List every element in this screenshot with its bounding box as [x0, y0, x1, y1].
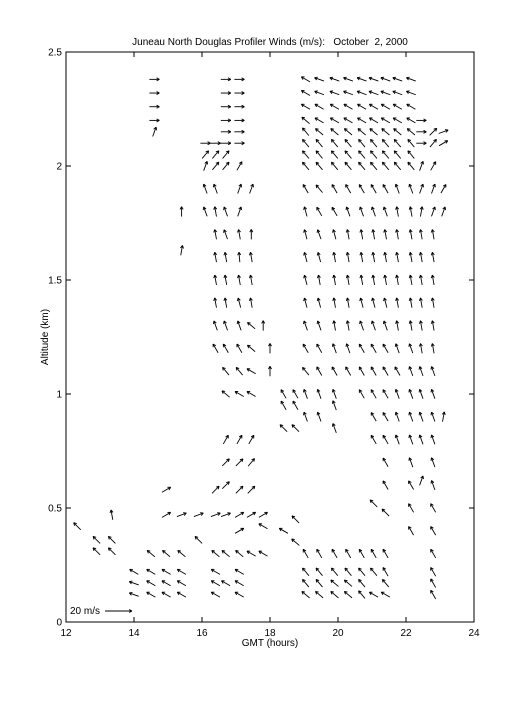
legend-label: 20 m/s — [70, 606, 101, 617]
x-tick-label: 12 — [60, 628, 72, 639]
x-tick-label: 16 — [196, 628, 208, 639]
y-tick-label: 1 — [56, 389, 62, 401]
y-axis-label: Altitude (km) — [40, 308, 51, 366]
x-tick-label: 22 — [400, 628, 412, 639]
y-tick-label: 1.5 — [48, 275, 62, 287]
y-tick-label: 0.5 — [48, 503, 62, 515]
x-tick-label: 14 — [128, 628, 140, 639]
x-tick-label: 24 — [468, 628, 480, 639]
y-tick-label: 2 — [56, 161, 62, 173]
x-axis-label: GMT (hours) — [241, 638, 299, 649]
x-tick-label: 20 — [332, 628, 344, 639]
y-tick-label: 0 — [56, 617, 62, 629]
x-tick-label: 18 — [264, 628, 276, 639]
y-tick-label: 2.5 — [48, 47, 62, 59]
chart-title: Juneau North Douglas Profiler Winds (m/s): October 2, 2000 — [132, 37, 408, 48]
